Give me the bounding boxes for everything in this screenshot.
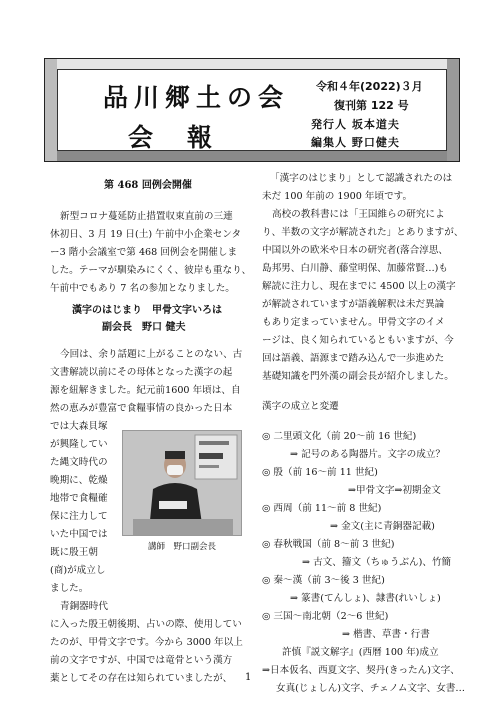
paragraph-line: (商)が成立し xyxy=(50,565,106,576)
timeline-note: 許慎『説文解字』(西暦 100 年)成立 xyxy=(282,647,439,658)
section-heading: 漢字の成立と変遷 xyxy=(262,401,339,412)
paragraph-line: ージは、良く知られているともいますが、今 xyxy=(262,335,454,346)
paragraph-line: 晩期に、乾燥 xyxy=(50,475,108,486)
paragraph-line: 中国以外の欧米や日本の研究者(落合淳思、 xyxy=(262,245,449,256)
paragraph-line: ました。 xyxy=(50,583,89,594)
timeline-script: ⇒ 篆書(てんしょ)、隷書(れいしょ) xyxy=(290,593,441,604)
paragraph-line: した。テーマが馴染みにくく、彼岸も重なり、 xyxy=(50,265,252,276)
paragraph-line: が解読されていますが語義解釈は未だ異論 xyxy=(262,299,445,310)
paragraph-line: 保に注力して xyxy=(50,511,108,522)
issue-number: 復刊第 122 号 xyxy=(334,99,409,112)
masthead-panel xyxy=(57,69,447,151)
timeline-era: ◎ 西周（前 11～前 8 世紀) xyxy=(262,503,382,514)
timeline-era: ◎ 二里頭文化（前 20～前 16 世紀) xyxy=(262,431,417,442)
issue-date: 令和４年(2022)３月 xyxy=(316,80,423,93)
paragraph-line: ー3 階小会議室で第 468 回例会を開催しま xyxy=(50,247,238,258)
meeting-heading: 第 468 回例会開催 xyxy=(104,180,192,191)
masthead xyxy=(44,58,460,162)
article-title: 漢字のはじまり 甲骨文字いろは xyxy=(72,305,222,316)
paragraph-line: 地帯で食糧確 xyxy=(50,493,108,504)
timeline-era: ◎ 春秋戦国（前 8～前 3 世紀) xyxy=(262,539,395,550)
paragraph-line: 島邦男、白川静、藤堂明保、加藤常賢…)も xyxy=(262,263,449,274)
photo-caption: 講師 野口副会長 xyxy=(148,542,217,552)
paragraph-line: いた中国では xyxy=(50,529,108,540)
timeline-script: ⇒ 楷書、草書・行書 xyxy=(342,629,430,640)
timeline-era: ◎ 秦～漢（前 3～後 3 世紀) xyxy=(262,575,385,586)
timeline-script: ⇒日本仮名、西夏文字、契丹(きったん)文字、 xyxy=(262,665,460,676)
timeline-script: ⇒ 金文(主に青銅器記載) xyxy=(330,521,435,532)
paragraph-line: に入った殷王朝後期、占いの際、使用してい xyxy=(50,619,242,630)
timeline-script: 女真(じょしん)文字、チェノム文字、女書… xyxy=(276,683,465,694)
paragraph-line: 新型コロナ蔓延防止措置収束直前の三連 xyxy=(60,211,233,222)
paragraph-line: たのが、甲骨文字です。今から 3000 年以上 xyxy=(50,637,243,648)
paragraph-line: 青銅器時代 xyxy=(60,601,108,612)
paragraph-line: た縄文時代の xyxy=(50,457,108,468)
paragraph-line: 基礎知識を門外漢の副会長が紹介しました。 xyxy=(262,371,454,382)
timeline-era: ◎ 三国～南北朝（2～6 世紀) xyxy=(262,611,389,622)
paragraph-line: 文書解読以前にその母体となった漢字の起 xyxy=(50,367,233,378)
paragraph-line: 源を紐解きました。紀元前1600 年頃は、自 xyxy=(50,385,241,396)
paragraph-line: 「漢字のはじまり」として認識されたのは xyxy=(270,173,453,184)
paragraph-line: が興隆してい xyxy=(50,439,108,450)
paragraph-line: 高校の教科書には「王国維らの研究によ xyxy=(272,209,445,220)
paragraph-line: もあり定まっていません。甲骨文字のイメ xyxy=(262,317,445,328)
publisher: 発行人 坂本道夫 xyxy=(311,118,400,131)
paragraph-line: り、半数の文字が解読された」とありますが、 xyxy=(262,227,464,238)
timeline-script: ⇒ 記号のある陶器片。文字の成立？ xyxy=(290,449,445,460)
paragraph-line: 薬としてその存在は知られていましたが、 xyxy=(50,673,233,684)
paragraph-line: 既に殷王朝 xyxy=(50,547,98,558)
paragraph-line: 解読に注力し、現在までに 4500 以上の漢字 xyxy=(262,281,456,292)
timeline-script: ⇒甲骨文字⇒初期金文 xyxy=(348,485,441,496)
paragraph-line: 休初日、3 月 19 日(土) 午前中小企業センタ xyxy=(50,229,242,240)
article-author: 副会長 野口 健夫 xyxy=(102,322,186,333)
paragraph-line: では大森貝塚 xyxy=(50,421,108,432)
paragraph-line: 今回は、余り話題に上がることのない、古 xyxy=(60,349,243,360)
paragraph-line: 回は語義、語源まで踏み込んで一歩進めた xyxy=(262,353,445,364)
paragraph-line: 前の文字ですが、中国では竜骨という漢方 xyxy=(50,655,233,666)
page-number: 1 xyxy=(245,672,252,683)
newsletter-title: 品川郷土の会 xyxy=(103,83,290,112)
editor: 編集人 野口健夫 xyxy=(311,136,400,149)
paragraph-line: 然の恵みが豊富で食糧事情の良かった日本 xyxy=(50,403,233,414)
newsletter-subtitle: 会報 xyxy=(128,123,247,152)
lecturer-photo xyxy=(122,430,242,536)
timeline-era: ◎ 殷（前 16～前 11 世紀) xyxy=(262,467,378,478)
paragraph-line: 午前中でもあり 7 名の参加となりました。 xyxy=(50,283,235,294)
timeline-script: ⇒ 古文、籀文（ちゅうぶん)、竹簡 xyxy=(302,557,452,568)
paragraph-line: 未だ 100 年前の 1900 年頃です。 xyxy=(262,191,413,202)
